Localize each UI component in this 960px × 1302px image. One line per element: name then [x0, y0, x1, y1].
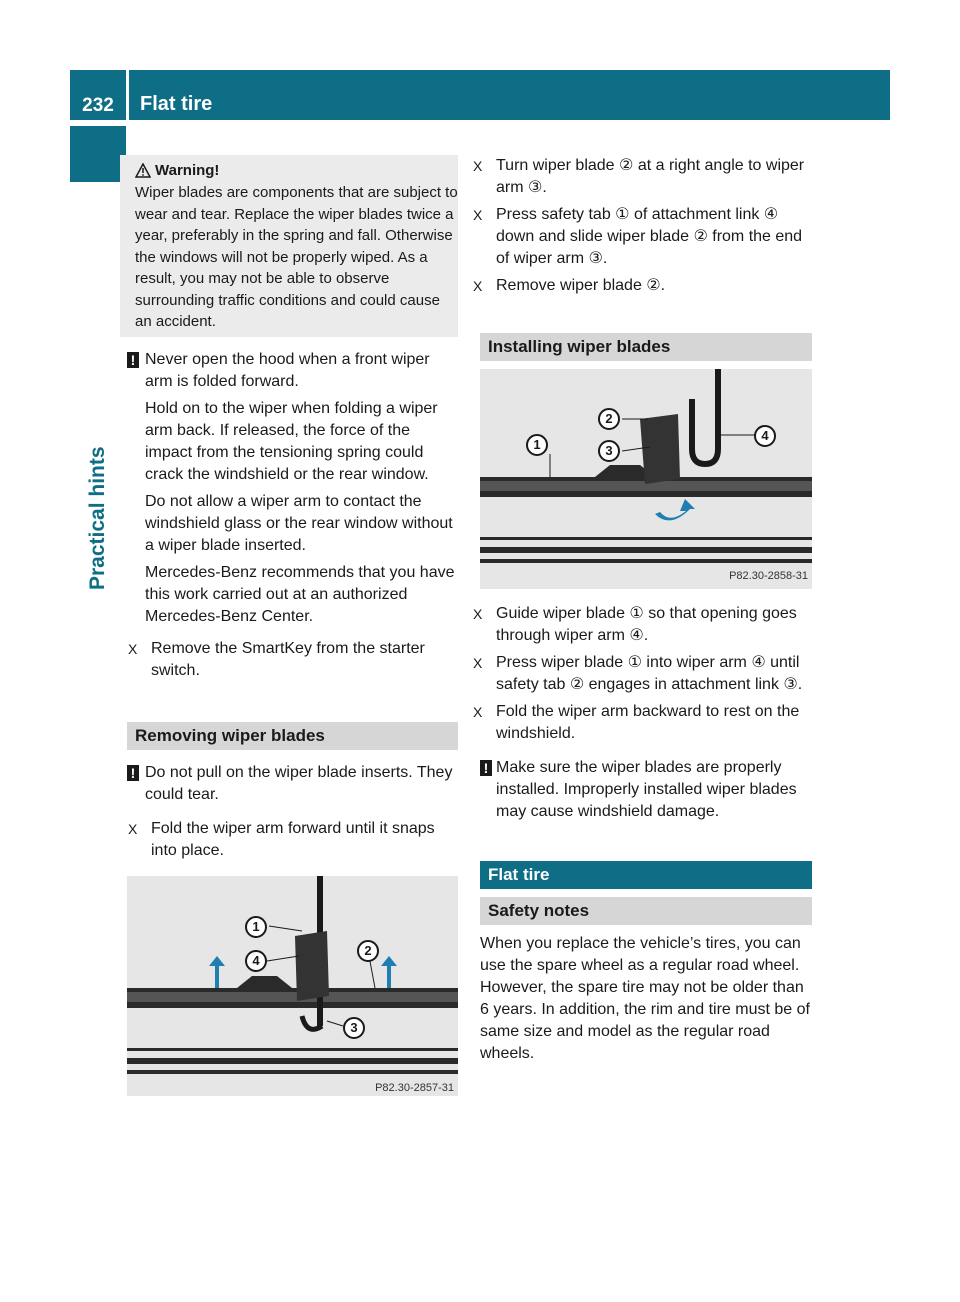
warning-text: Wiper blades are components that are subject to wear and tear. Replace the wiper blades twice a year, preferably in the spring and fall. Otherwise the windows will not be properly wiped. As a result, you may not be able to observe surrounding traffic conditions and could cause an accident.: [135, 184, 458, 330]
callout-2: 2: [598, 408, 620, 430]
step-item: [128, 638, 458, 682]
callout-3: 3: [343, 1017, 365, 1039]
warning-title: [135, 160, 458, 182]
step-mark: X: [473, 606, 483, 622]
note-text: Do not allow a wiper arm to contact the windshield glass or the rear window without a wiper blade inserted.: [145, 492, 453, 554]
step-text: Remove wiper blade ②.: [496, 277, 666, 294]
note-hood: [130, 349, 458, 628]
section-heading-flat-tire: Flat tire: [480, 861, 812, 889]
figure-code: P82.30-2857-31: [375, 1082, 454, 1094]
section-heading-installing: Installing wiper blades: [480, 333, 812, 361]
safety-paragraph: When you replace the vehicle’s tires, you can use the spare wheel as a regular road wheel. However, the spare tire may not be older than 6 years. In addition, the rim and tire must be of same size and model as the regular road wheels.: [480, 935, 810, 1062]
note-text: Never open the hood when a front wiper arm is folded forward.: [145, 350, 430, 390]
page-number: 232: [82, 95, 114, 116]
step-item: [473, 155, 812, 199]
chapter-tab-marker: [70, 126, 126, 182]
chapter-tab: [86, 446, 116, 620]
warning-triangle-icon: [135, 163, 151, 178]
callout-4: 4: [245, 950, 267, 972]
step-text: Remove the SmartKey from the starter switch.: [151, 639, 425, 679]
note-installed: [480, 757, 812, 823]
callout-1: 1: [245, 916, 267, 938]
step-mark: X: [128, 640, 138, 657]
note-text: Make sure the wiper blades are properly installed. Improperly installed wiper blades may cause windshield damage.: [496, 759, 797, 820]
step-mark: X: [473, 704, 483, 720]
step-item: [473, 603, 812, 647]
figure-removing-wiper: [127, 876, 458, 1096]
step-item: [473, 701, 812, 745]
chapter-tab-label: Practical hints: [86, 446, 109, 590]
right-column: [473, 155, 812, 1065]
header-divider: [126, 70, 129, 120]
note-inserts: [130, 762, 458, 806]
callout-2: 2: [357, 940, 379, 962]
step-text: Guide wiper blade ① so that opening goes through wiper arm ④.: [496, 605, 797, 644]
step-text: Press safety tab ① of attachment link ④ down and slide wiper blade ② from the end of wiper arm ③.: [496, 206, 803, 267]
wiper-illustration: [127, 876, 458, 1096]
step-mark: X: [128, 820, 138, 837]
wiper-install-illustration: [480, 369, 812, 589]
note-mark: !: [480, 760, 492, 776]
warning-title-text: Warning!: [155, 162, 220, 179]
step-mark: X: [473, 278, 483, 294]
section-heading-safety-notes: Safety notes: [480, 897, 812, 925]
step-text: Fold the wiper arm backward to rest on the windshield.: [496, 703, 800, 742]
step-item: [473, 275, 812, 297]
note-mark: !: [127, 352, 139, 368]
figure-installing-wiper: [480, 369, 812, 589]
page-title: Flat tire: [140, 93, 213, 115]
step-text: Fold the wiper arm forward until it snaps into place.: [151, 819, 435, 859]
warning-box: [120, 155, 458, 337]
left-column: [128, 155, 458, 867]
step-item: [473, 204, 812, 270]
note-mark: !: [127, 765, 139, 781]
step-mark: X: [473, 655, 483, 671]
step-item: [473, 652, 812, 696]
note-text: Do not pull on the wiper blade inserts. They could tear.: [145, 763, 453, 803]
step-text: Turn wiper blade ② at a right angle to wiper arm ③.: [496, 157, 805, 196]
note-text: Hold on to the wiper when folding a wiper arm back. If released, the force of the impact from the tensioning spring could crack the windshield or the rear window.: [145, 399, 438, 483]
step-mark: X: [473, 158, 483, 174]
callout-4: 4: [754, 425, 776, 447]
step-mark: X: [473, 207, 483, 223]
step-text: Press wiper blade ① into wiper arm ④ until safety tab ② engages in attachment link ③.: [496, 654, 803, 693]
callout-3: 3: [598, 440, 620, 462]
section-heading-removing: Removing wiper blades: [127, 722, 458, 750]
step-item: [128, 818, 458, 862]
figure-code: P82.30-2858-31: [729, 570, 808, 582]
note-text: Mercedes-Benz recommends that you have this work carried out at an authorized Mercedes-Benz Center.: [145, 563, 455, 625]
callout-1: 1: [526, 434, 548, 456]
